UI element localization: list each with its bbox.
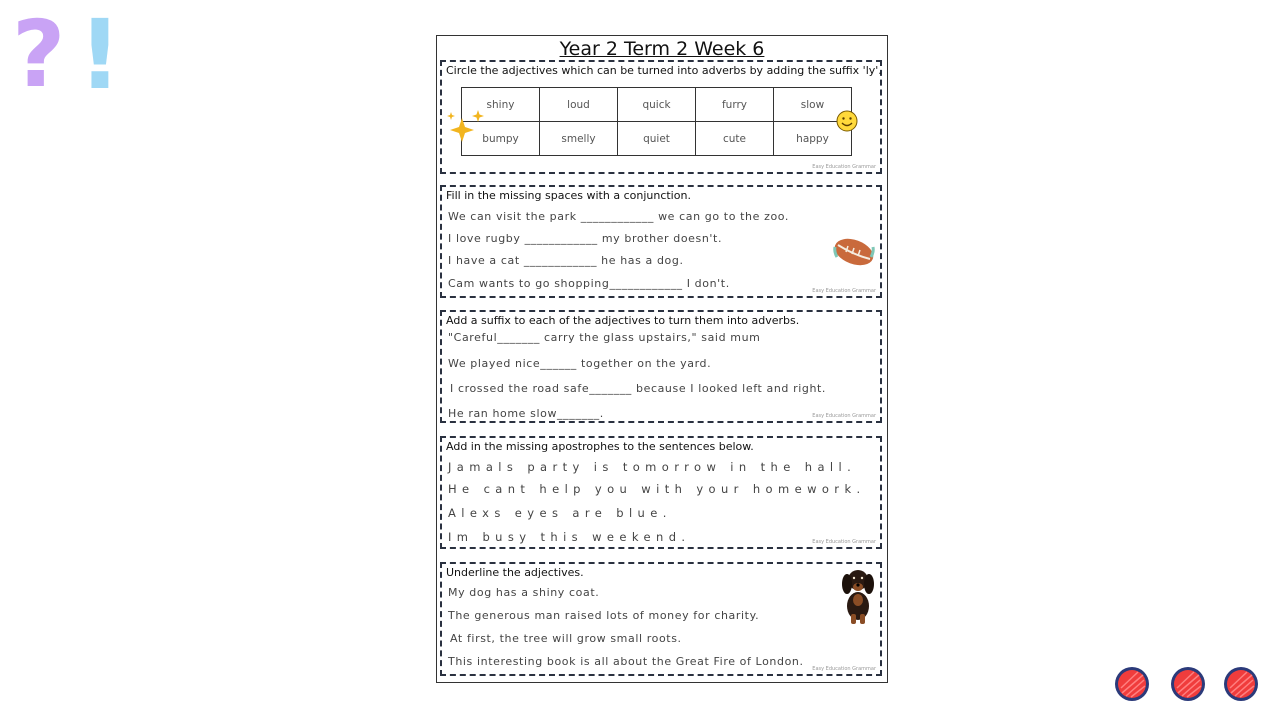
credit-text: Easy Education Grammar xyxy=(812,288,876,294)
section-conjunctions xyxy=(440,185,882,298)
sentence-line: I have a cat ____________ he has a dog. xyxy=(448,254,684,267)
credit-text: Easy Education Grammar xyxy=(812,413,876,419)
sentence-line: Cam wants to go shopping____________ I don't. xyxy=(448,277,730,290)
table-cell: quiet xyxy=(618,122,696,156)
section-apostrophes xyxy=(440,436,882,549)
table-row xyxy=(462,88,852,122)
section-instruction: Add in the missing apostrophes to the sentences below. xyxy=(446,440,754,453)
smiley-icon xyxy=(836,110,858,132)
table-cell: shiny xyxy=(462,88,540,122)
sentence-line: The generous man raised lots of money for charity. xyxy=(448,609,760,622)
table-cell: bumpy xyxy=(462,122,540,156)
sentence-line: My dog has a shiny coat. xyxy=(448,586,600,599)
nav-dot-icon[interactable] xyxy=(1224,667,1258,701)
sentence-line: We played nice______ together on the yard. xyxy=(448,357,712,370)
sentence-line: I crossed the road safe_______ because I looked left and right. xyxy=(450,382,827,395)
sentence-line: We can visit the park ____________ we can go to the zoo. xyxy=(448,210,790,223)
sentence-line: Alexs eyes are blue. xyxy=(448,506,672,520)
section-instruction: Add a suffix to each of the adjectives to turn them into adverbs. xyxy=(446,314,800,327)
worksheet xyxy=(436,35,888,683)
nav-dot-icon[interactable] xyxy=(1115,667,1149,701)
sentence-line: Im busy this weekend. xyxy=(448,530,691,544)
section-instruction: Circle the adjectives which can be turned into adverbs by adding the suffix 'ly'. xyxy=(446,64,882,77)
section-instruction: Fill in the missing spaces with a conjunction. xyxy=(446,189,691,202)
table-row xyxy=(462,122,852,156)
sparkle-icon xyxy=(446,110,486,144)
sentence-line: I love rugby ____________ my brother doesn't. xyxy=(448,232,723,245)
worksheet-title: Year 2 Term 2 Week 6 xyxy=(559,38,765,60)
sentence-line: Jamals party is tomorrow in the hall. xyxy=(448,460,857,474)
credit-text: Easy Education Grammar xyxy=(812,539,876,545)
sentence-line: "Careful_______ carry the glass upstairs," said mum xyxy=(448,331,761,344)
sentence-line: He cant help you with your homework. xyxy=(448,482,866,496)
section-adjectives xyxy=(440,60,882,174)
table-cell: furry xyxy=(696,88,774,122)
table-cell: happy xyxy=(774,122,852,156)
section-suffix xyxy=(440,310,882,423)
table-cell: cute xyxy=(696,122,774,156)
sentence-line: At first, the tree will grow small roots. xyxy=(450,632,682,645)
rugby-ball-icon xyxy=(832,235,876,269)
table-cell: quick xyxy=(618,88,696,122)
table-cell: slow xyxy=(774,88,852,122)
dachshund-image xyxy=(838,566,878,626)
question-mark-decoration: ? xyxy=(12,1,66,108)
table-cell: smelly xyxy=(540,122,618,156)
navigation-dots xyxy=(1112,664,1262,704)
section-underline xyxy=(440,562,882,676)
sentence-line: This interesting book is all about the Great Fire of London. xyxy=(448,655,804,668)
exclamation-mark-decoration: ! xyxy=(78,0,122,111)
table-cell: loud xyxy=(540,88,618,122)
section-instruction: Underline the adjectives. xyxy=(446,566,584,579)
adjective-table xyxy=(461,87,852,156)
sentence-line: He ran home slow_______. xyxy=(448,407,604,420)
credit-text: Easy Education Grammar xyxy=(812,164,876,170)
nav-dot-icon[interactable] xyxy=(1171,667,1205,701)
credit-text: Easy Education Grammar xyxy=(812,666,876,672)
